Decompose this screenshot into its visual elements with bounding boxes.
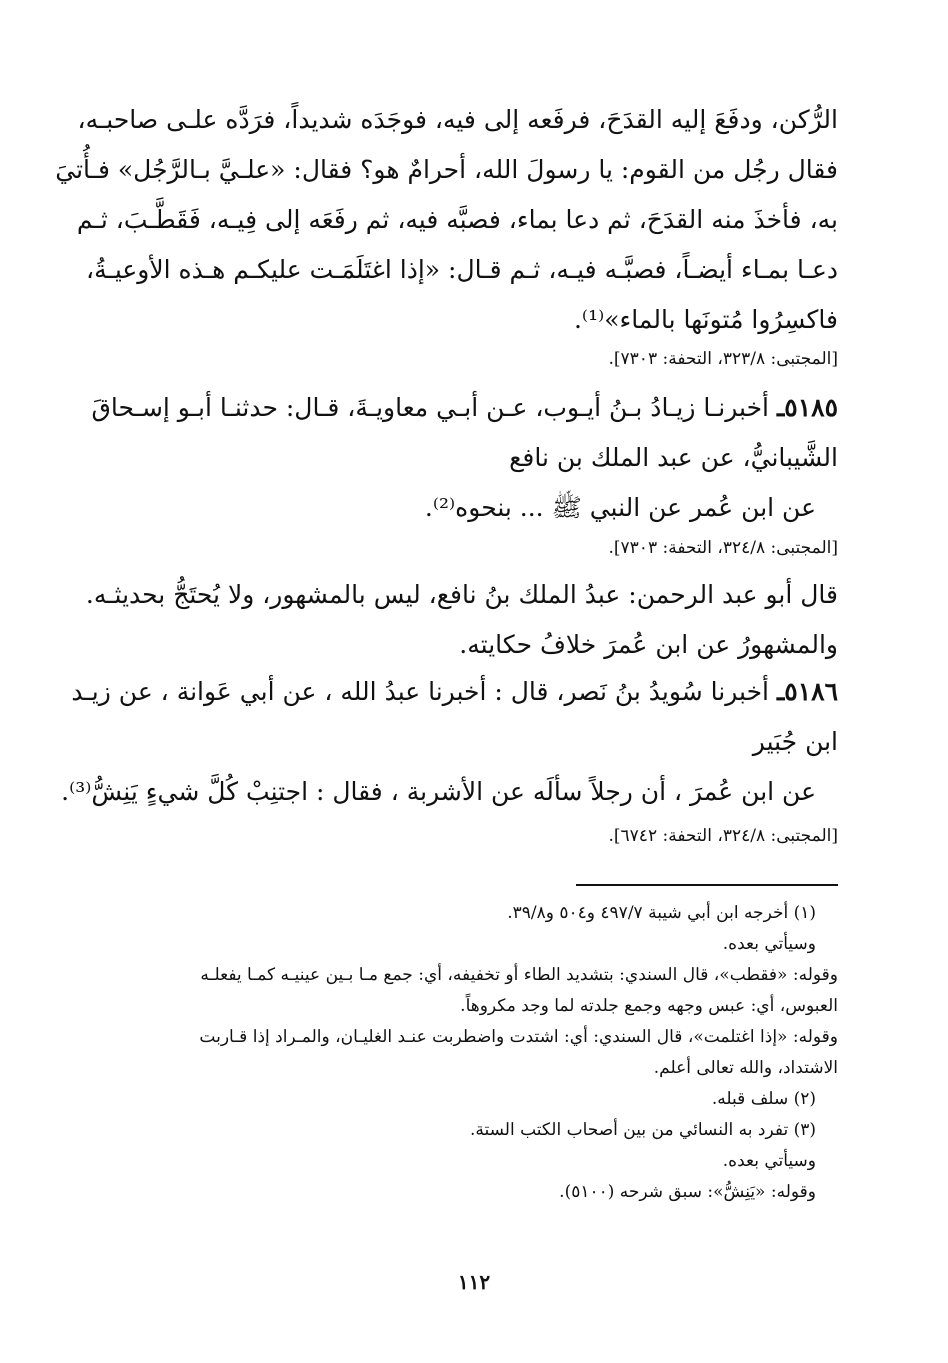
hadith-first-line	[71, 667, 838, 717]
footnote-line: (٢) سلف قبله.	[711, 1089, 816, 1109]
footnotes	[113, 898, 838, 1208]
text-line: قال أبو عبد الرحمن: عبدُ الملك بنُ نافع، ليس بالمشهور، ولا يُحتَجُّ بحديثـه.	[85, 580, 838, 609]
text-line: فاكسِرُوا مُتونَها بالماء»⁽¹⁾.	[573, 305, 838, 334]
footnote-line: (١) أخرجه ابن أبي شيبة ٤٩٧/٧ و٥٠٤ و٣٩/٨.	[507, 903, 816, 923]
text-line: ابن جُبَير	[752, 727, 838, 756]
hadith-number: ٥١٨٥ـ	[776, 393, 838, 422]
footnote-line: وقوله: «فقطب»، قال السندي: بتشديد الطاء أو تخفيفه، أي: جمع مـا بـين عينيـه كمـا يفعلـه	[200, 965, 838, 985]
hadith-5186	[61, 667, 838, 817]
footnote-line: وسيأتي بعده.	[722, 934, 816, 954]
hadith-5185	[91, 383, 838, 533]
footnote-line: العبوس، أي: عبس وجهه وجمع جلدته لما وجد مكروهاً.	[460, 996, 838, 1016]
text-line: أخبرنا سُويدُ بنُ نَصر، قال : أخبرنا عبدُ الله ، عن أبي عَوانة ، عن زيـد	[71, 677, 777, 706]
text-line: والمشهورُ عن ابن عُمرَ خلافُ حكايته.	[459, 630, 838, 659]
text-line: عن ابن عُمر عن النبي ﷺ ... بنحوه⁽²⁾.	[424, 493, 816, 522]
footnote-line: وسيأتي بعده.	[722, 1151, 816, 1171]
paragraph-continuation	[55, 95, 838, 345]
reference-note	[113, 347, 838, 371]
reference-note	[113, 824, 838, 848]
hadith-number: ٥١٨٦ـ	[776, 677, 838, 706]
text-line: أخبرنـا زيـادُ بـنُ أيـوب، عـن أبـي معاويـةَ، قـال: حدثنـا أبـو إسـحاقَ	[91, 393, 777, 422]
footnote-separator	[576, 884, 838, 886]
text-line: به، فأخذَ منه القدَحَ، ثم دعا بماء، فصبَّه فيه، ثم رفَعَه إلى فِيـه، فَقَطَّـبَ، ثـم	[76, 205, 838, 234]
reference-note	[113, 536, 838, 560]
footnote-line: (٣) تفرد به النسائي من بين أصحاب الكتب الستة.	[469, 1120, 816, 1140]
footnote-line: الاشتداد، والله تعالى أعلم.	[653, 1058, 838, 1078]
reference-text: [المجتبى: ٣٢٤/٨، التحفة: ٧٣٠٣].	[608, 538, 838, 558]
text-line: دعـا بمـاء أيضـاً، فصبَّـه فيـه، ثـم قـال: «إذا اغتَلَمَـت عليكـم هـذه الأوعيـةُ،	[86, 255, 838, 284]
author-comment	[85, 570, 838, 670]
text-line: الشَّيبانيُّ، عن عبد الملك بن نافع	[509, 443, 838, 472]
hadith-first-line	[91, 383, 838, 433]
reference-text: [المجتبى: ٣٢٣/٨، التحفة: ٧٣٠٣].	[608, 349, 838, 369]
text-line: فقال رجُل من القوم: يا رسولَ الله، أحرامٌ هو؟ فقال: «علـيَّ بـالرَّجُل» فـأُتيَ	[55, 155, 838, 184]
page-number: ١١٢	[457, 1270, 491, 1294]
footnote-line: وقوله: «يَنِشُّ»: سبق شرحه (٥١٠٠).	[559, 1182, 816, 1202]
footnote-line: وقوله: «إذا اغتلمت»، قال السندي: أي: اشتدت واضطربت عنـد الغليـان، والمـراد إذا قـاربت	[199, 1027, 838, 1047]
text-line: عن ابن عُمرَ ، أن رجلاً سألَه عن الأشربة ، فقال : اجتنِبْ كُلَّ شيءٍ يَنِشُّ⁽³⁾.	[61, 777, 816, 806]
reference-text: [المجتبى: ٣٢٤/٨، التحفة: ٦٧٤٢].	[608, 826, 838, 846]
text-line: الرُّكن، ودفَعَ إليه القدَحَ، فرفَعه إلى فيه، فوجَدَه شديداً، فرَدَّه علـى صاحبـه،	[77, 105, 838, 134]
